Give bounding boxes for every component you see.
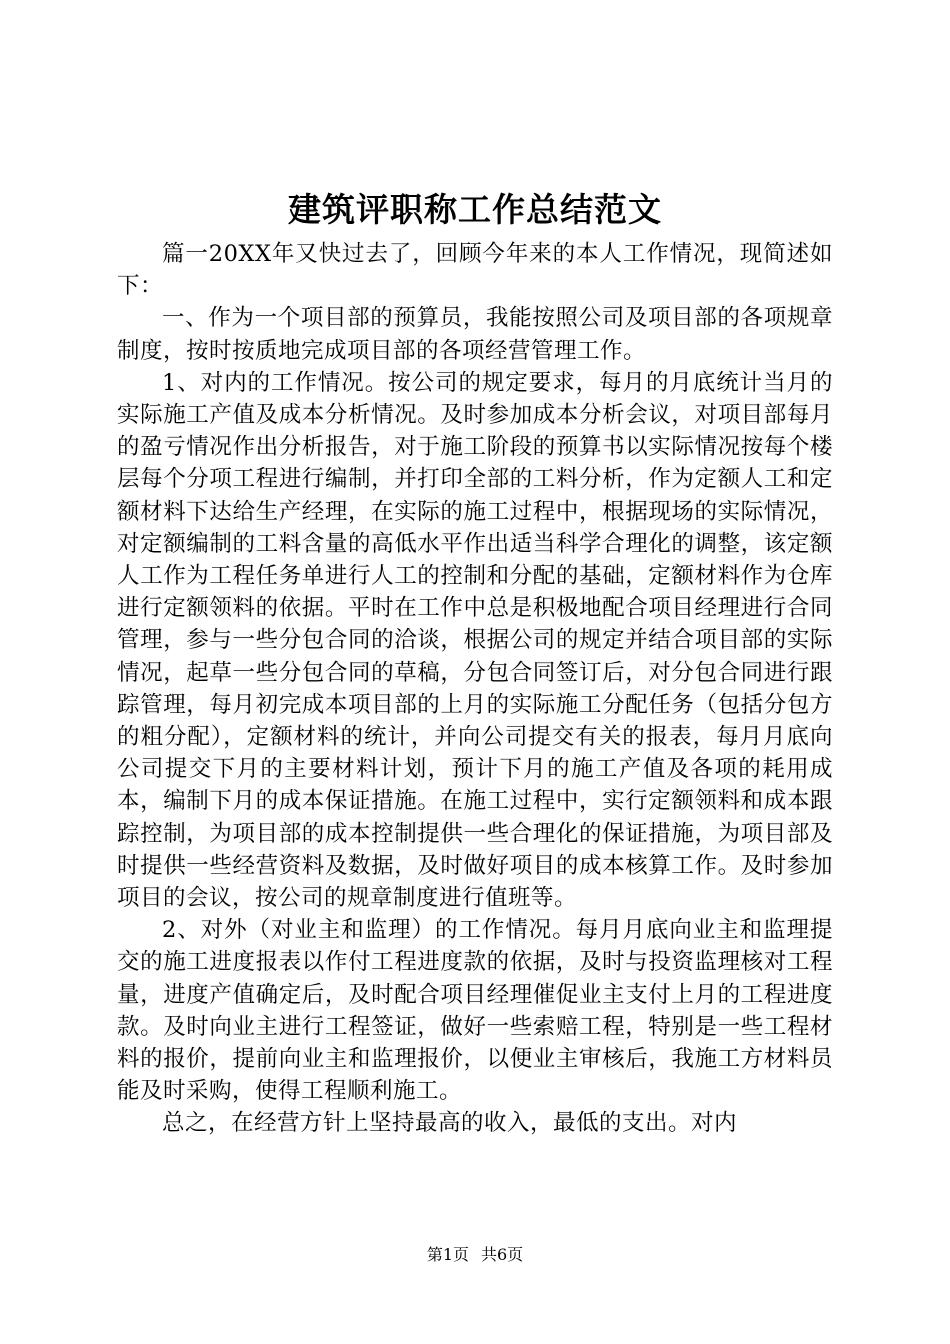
paragraph-section-one: 一、作为一个项目部的预算员，我能按照公司及项目部的各项规章制度，按时按质地完成项目部的各项经营管理工作。 <box>117 305 833 364</box>
page-footer <box>0 1243 950 1267</box>
document-title: 建筑评职称工作总结范文 <box>288 190 662 229</box>
page-number: 第1页 <box>426 1245 469 1264</box>
document-body <box>117 238 833 1140</box>
paragraph-summary: 总之，在经营方针上坚持最高的收入，最低的支出。对内 <box>162 1110 738 1137</box>
paragraph-intro: 篇一20XX年又快过去了，回顾今年来的本人工作情况，现简述如下： <box>117 241 833 300</box>
paragraph-internal-work: 1、对内的工作情况。按公司的规定要求，每月的月底统计当月的实际施工产值及成本分析情况。及时参加成本分析会议，对项目部每月的盈亏情况作出分析报告，对于施工阶段的预算书以实际情况按每个楼层每个分项工程进行编制，并打印全部的工料分析，作为定额人工和定额材料下达给生产经理，在实际的施工过程中，根据现场的实际情况，对定额编制的工料含量的高低水平作出适当科学合理化的调整，该定额人工作为工程任务单进行人工的控制和分配的基础，定额材料作为仓库进行定额领料的依据。平时在工作中总是积极地配合项目经理进行合同管理，参与一些分包合同的洽谈，根据公司的规定并结合项目部的实际情况，起草一些分包合同的草稿，分包合同签订后，对分包合同进行跟踪管理，每月初完成本项目部的上月的实际施工分配任务（包括分包方的粗分配），定额材料的统计，并向公司提交有关的报表，每月月底向公司提交下月的主要材料计划，预计下月的施工产值及各项的耗用成本，编制下月的成本保证措施。在施工过程中，实行定额领料和成本跟踪控制，为项目部的成本控制提供一些合理化的保证措施，为项目部及时提供一些经营资料及数据，及时做好项目的成本核算工作。及时参加项目的会议，按公司的规章制度进行值班等。 <box>117 369 833 912</box>
page-total: 共6页 <box>481 1245 524 1264</box>
paragraph-external-work: 2、对外（对业主和监理）的工作情况。每月月底向业主和监理提交的施工进度报表以作付工程进度款的依据，及时与投资监理核对工程量，进度产值确定后，及时配合项目经理催促业主支付上月的工程进度款。及时向业主进行工程签证，做好一些索赔工程，特别是一些工程材料的报价，提前向业主和监理报价，以便业主审核后，我施工方材料员能及时采购，使得工程顺利施工。 <box>117 917 833 1105</box>
